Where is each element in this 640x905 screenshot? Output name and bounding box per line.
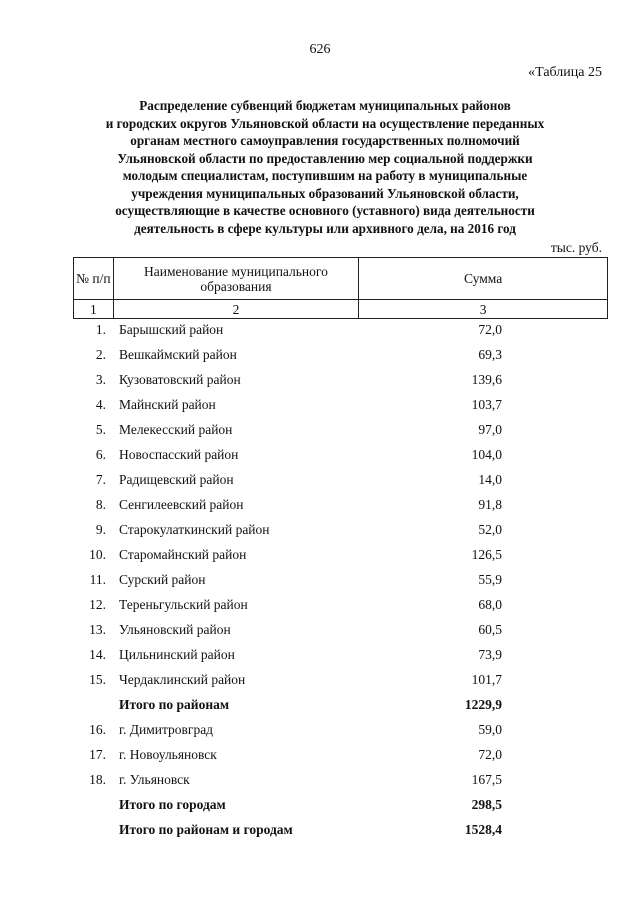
row-name: Барышский район	[119, 322, 224, 337]
table-row	[73, 492, 608, 517]
row-sum: 139,6	[471, 372, 502, 387]
row-sum: 60,5	[478, 622, 502, 637]
row-name: Цильнинский район	[119, 647, 235, 662]
table-row	[73, 767, 608, 792]
title-line: Ульяновской области по предоставлению мер социальной поддержки	[117, 150, 533, 166]
row-number: 13.	[89, 622, 106, 637]
row-name: Тереньгульский район	[119, 597, 248, 612]
row-name: Мелекесский район	[119, 422, 233, 437]
table-row	[73, 467, 608, 492]
row-sum: 68,0	[478, 597, 502, 612]
table-row	[73, 442, 608, 467]
header-number: № п/п	[74, 258, 114, 300]
table-row	[73, 717, 608, 742]
row-name: Итого по районам	[119, 697, 230, 712]
row-name: Вешкаймский район	[119, 347, 237, 362]
row-sum: 167,5	[471, 772, 502, 787]
document-title	[80, 97, 570, 237]
table-row	[73, 342, 608, 367]
row-sum: 91,8	[478, 497, 502, 512]
header-sum: Сумма	[359, 258, 608, 300]
row-number: 3.	[95, 372, 106, 387]
row-name: Итого по городам	[119, 797, 226, 812]
row-name: г. Ульяновск	[119, 772, 190, 787]
row-sum: 101,7	[471, 672, 502, 687]
header-index-2: 2	[113, 300, 358, 319]
row-name: Старокулаткинский район	[119, 522, 270, 537]
row-name: Майнский район	[119, 397, 216, 412]
row-name: Итого по районам и городам	[119, 822, 293, 837]
row-number: 14.	[89, 647, 106, 662]
title-line: молодым специалистам, поступившим на работу в муниципальные	[122, 168, 528, 183]
row-name: Кузоватовский район	[119, 372, 241, 387]
row-sum: 103,7	[471, 397, 502, 412]
row-sum: 104,0	[471, 447, 502, 462]
table-row	[73, 367, 608, 392]
title-line: и городских округов Ульяновской области на осуществление переданных	[105, 115, 545, 131]
row-number: 6.	[95, 447, 106, 462]
header-index-1: 1	[74, 300, 114, 319]
table-row	[73, 417, 608, 442]
row-name: Чердаклинский район	[119, 672, 246, 687]
row-number: 12.	[89, 597, 106, 612]
header-index-3: 3	[359, 300, 608, 319]
title-line: деятельность в сфере культуры или архивного дела, на 2016 год	[134, 220, 516, 236]
row-sum: 298,5	[471, 797, 502, 812]
table-reference: «Таблица 25	[528, 65, 602, 80]
table-row	[73, 617, 608, 642]
row-name: Сурский район	[119, 572, 206, 587]
row-sum: 72,0	[478, 747, 502, 762]
row-number: 7.	[95, 472, 106, 487]
row-number: 10.	[89, 547, 106, 562]
table-row	[73, 667, 608, 692]
table-row	[73, 517, 608, 542]
title-line: органам местного самоуправления государственных полномочий	[130, 133, 520, 148]
row-sum: 126,5	[471, 547, 502, 562]
total-row	[73, 817, 608, 842]
row-name: Старомайнский район	[119, 547, 247, 562]
row-name: Сенгилеевский район	[119, 497, 244, 512]
row-sum: 73,9	[478, 647, 502, 662]
row-sum: 55,9	[478, 572, 502, 587]
row-number: 5.	[95, 422, 106, 437]
row-number: 16.	[89, 722, 106, 737]
row-number: 17.	[89, 747, 106, 762]
row-number: 4.	[95, 397, 106, 412]
title-line: осуществляющие в качестве основного (уставного) вида деятельности	[115, 203, 535, 218]
table-row	[73, 742, 608, 767]
table-row	[73, 392, 608, 417]
table-row	[73, 542, 608, 567]
row-sum: 59,0	[478, 722, 502, 737]
title-line: учреждения муниципальных образований Ульяновской области,	[131, 185, 519, 201]
row-sum: 52,0	[478, 522, 502, 537]
row-number: 9.	[95, 522, 106, 537]
row-number: 11.	[89, 572, 106, 587]
row-number: 15.	[89, 672, 106, 687]
total-row	[73, 692, 608, 717]
row-number: 18.	[89, 772, 106, 787]
table-body	[73, 317, 608, 842]
row-name: Ульяновский район	[119, 622, 231, 637]
row-sum: 1528,4	[464, 822, 502, 837]
row-name: Новоспасский район	[119, 447, 239, 462]
title-line: Распределение субвенций бюджетам муниципальных районов	[139, 98, 511, 113]
row-sum: 1229,9	[464, 697, 502, 712]
page-number: 626	[309, 42, 331, 57]
row-sum: 69,3	[478, 347, 502, 362]
row-sum: 72,0	[478, 322, 502, 337]
unit-label: тыс. руб.	[550, 240, 602, 255]
header-name: Наименование муниципального образования	[113, 258, 358, 300]
row-number: 2.	[95, 347, 106, 362]
total-row	[73, 792, 608, 817]
row-name: Радищевский район	[119, 472, 234, 487]
row-name: г. Новоульяновск	[119, 747, 217, 762]
row-name: г. Димитровград	[119, 722, 214, 737]
row-sum: 14,0	[478, 472, 502, 487]
table-row	[73, 642, 608, 667]
table-row	[73, 317, 608, 342]
row-sum: 97,0	[478, 422, 502, 437]
row-number: 1.	[95, 322, 106, 337]
table-row	[73, 592, 608, 617]
table-row	[73, 567, 608, 592]
row-number: 8.	[95, 497, 106, 512]
table-header	[73, 257, 608, 319]
